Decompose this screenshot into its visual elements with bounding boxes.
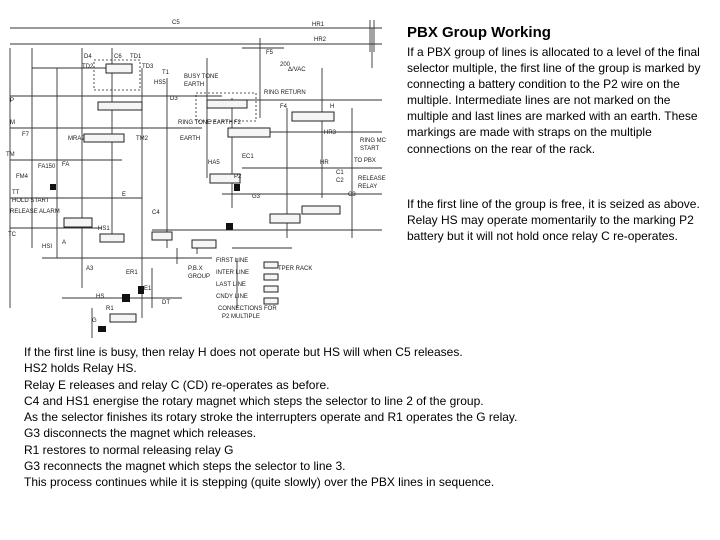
- label-er1: ER1: [126, 270, 138, 276]
- sequence-steps: [24, 344, 714, 491]
- label-ha5: HA5: [208, 160, 220, 166]
- label-pbx: P.B.X: [188, 266, 203, 272]
- step-line: If the first line is busy, then relay H does not operate but HS will when C5 releases.: [24, 345, 463, 359]
- label-tm2: TM2: [136, 136, 148, 142]
- label-inter-line: INTER LINE: [216, 270, 250, 276]
- relay-coil: [110, 314, 136, 322]
- earth-block: [234, 184, 240, 191]
- label-td3: TD3: [142, 64, 154, 70]
- label-cndy-line: CNDY LINE: [216, 294, 248, 300]
- label-hs1: HS1: [98, 226, 110, 232]
- label-a: A: [62, 240, 67, 246]
- label-c6: C6: [114, 54, 122, 60]
- label-f7: F7: [22, 132, 30, 138]
- relay-coil: [292, 112, 334, 121]
- relay-coil: [264, 286, 278, 292]
- label-hs5: HS5: [154, 80, 166, 86]
- label-c5: C5: [172, 20, 180, 26]
- label-vac: Δ/VAC: [288, 67, 306, 73]
- label-f2: F2: [234, 120, 242, 126]
- circuit-wires: [10, 20, 382, 338]
- relay-coil: [192, 240, 216, 248]
- label-to-pbx: TO PBX: [354, 158, 376, 164]
- relay-coil: [98, 102, 142, 110]
- label-busy-tone: BUSY TONE: [184, 74, 219, 80]
- label-c2: C2: [336, 178, 344, 184]
- relay-coil: [302, 206, 340, 214]
- relay-coil: [64, 218, 92, 227]
- label-p: P: [10, 98, 15, 104]
- step-line: As the selector finishes its rotary stroke the interrupters operate and R1 operates the G relay.: [24, 410, 518, 425]
- label-f4: F4: [280, 104, 288, 110]
- label-dt: DT: [162, 300, 170, 306]
- step-line: Relay E releases and relay C (CD) re-operates as before.: [24, 377, 330, 392]
- label-hr2: HR2: [314, 37, 327, 43]
- label-h: H: [330, 104, 335, 110]
- label-td2: TD2: [82, 64, 94, 70]
- label-hr3: HR3: [324, 130, 337, 136]
- label-e1: E1: [144, 286, 152, 292]
- label-fm4: FM4: [16, 174, 28, 180]
- step-line: R1 restores to normal releasing relay G: [24, 442, 234, 457]
- label-relay: RELAY: [358, 184, 378, 190]
- relay-coil: [106, 64, 132, 73]
- label-ring-mc: RING MC: [360, 138, 386, 144]
- label-ec1: EC1: [242, 154, 254, 160]
- relay-coil: [264, 298, 278, 304]
- label-earth: EARTH: [184, 82, 205, 88]
- relay-coil: [84, 134, 124, 142]
- label-c4: C4: [152, 210, 160, 216]
- earth-block: [226, 223, 233, 230]
- circuit-diagram: [2, 8, 394, 338]
- label-g: G: [92, 318, 97, 324]
- relay-coil: [100, 234, 124, 242]
- relay-coil: [264, 262, 278, 268]
- circuit-diagram-svg: [2, 8, 394, 338]
- label-fa: FA: [62, 162, 70, 168]
- label-m: M: [10, 120, 15, 126]
- earth-block: [122, 294, 130, 302]
- label-g3: G3: [252, 194, 261, 200]
- relay-coil: [228, 128, 270, 137]
- page-title: PBX Group Working: [407, 24, 551, 41]
- step-line: C4 and HS1 energise the rotary magnet which steps the selector to line 2 of the group.: [24, 393, 484, 408]
- label-fa150: FA150: [38, 164, 56, 170]
- label-p2: P2: [234, 174, 242, 180]
- earth-block: [98, 326, 106, 332]
- diagram-labels: [6, 20, 387, 324]
- label-a3: A3: [86, 266, 94, 272]
- label-e: E: [122, 192, 127, 198]
- label-200: 200: [280, 62, 291, 68]
- label-release-alarm: RELEASE ALARM: [10, 209, 60, 215]
- label-d4: D4: [84, 54, 92, 60]
- paragraph-first-line-free: If the first line of the group is free, it is seized as above. Relay HS may operate momentarily to the marking P2 battery but it will not hold once relay C re-operates.: [407, 197, 700, 244]
- label-t1: T1: [162, 70, 170, 76]
- label-r1: R1: [106, 306, 114, 312]
- label-tper-rack: TPER RACK: [278, 266, 313, 272]
- step-line: HS2 holds Relay HS.: [24, 361, 137, 376]
- label-hold-start: HOLD START: [12, 198, 50, 204]
- label-c3: C3: [348, 192, 356, 198]
- label-c1: C1: [336, 170, 344, 176]
- relay-coil: [152, 232, 172, 240]
- label-release: RELEASE: [358, 176, 386, 182]
- label-hsi: HSI: [42, 244, 53, 250]
- label-tm: TM: [6, 152, 15, 158]
- label-ring-tone-earth: RING TONE EARTH: [178, 120, 234, 126]
- relay-coil: [264, 274, 278, 280]
- label-first-line: FIRST LINE: [216, 258, 249, 264]
- earth-block: [50, 184, 56, 190]
- label-p2-multiple: P2 MULTIPLE: [222, 314, 260, 320]
- step-line: G3 reconnects the magnet which steps the selector to line 3.: [24, 459, 346, 474]
- label-start: START: [360, 146, 380, 152]
- label-hr: HR: [320, 160, 329, 166]
- label-d3: D3: [170, 96, 178, 102]
- label-f5: F5: [266, 50, 274, 56]
- relay-coil: [207, 100, 247, 108]
- label-hr1: HR1: [312, 22, 325, 28]
- label-last-line: LAST LINE: [216, 282, 246, 288]
- label-hs: HS: [96, 294, 105, 300]
- paragraph-marking: If a PBX group of lines is allocated to a level of the final selector multiple, the first line of the group is marked by connecting a battery condition to the P2 wire on the multiple. Intermediate lines are not marked on the multiple and last lines are marked with an earth. These markings are made with straps on the multiple connections on the rear of the rack.: [407, 45, 701, 156]
- label-group: GROUP: [188, 274, 211, 280]
- label-mra2: MRA2: [68, 136, 85, 142]
- label-earth2: EARTH: [180, 136, 201, 142]
- step-line: This process continues while it is stepping (quite slowly) over the PBX lines in sequence.: [24, 475, 495, 490]
- step-line: G3 disconnects the magnet which releases.: [24, 426, 257, 441]
- label-ring-return: RING RETURN: [264, 90, 306, 96]
- label-tt: TT: [12, 190, 20, 196]
- label-tc: TC: [8, 232, 16, 238]
- relay-coil: [270, 214, 300, 223]
- relay-coils: [64, 64, 340, 322]
- label-connections-for: CONNECTIONS FOR: [218, 306, 277, 312]
- label-td1: TD1: [130, 54, 142, 60]
